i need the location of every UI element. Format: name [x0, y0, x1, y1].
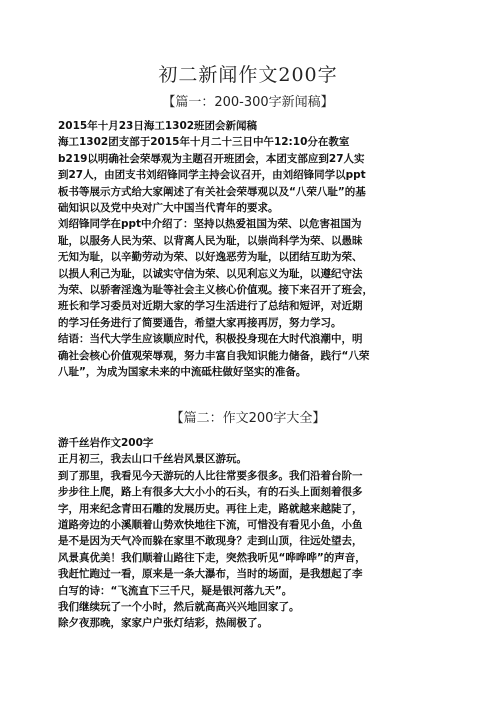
text-line: 板书等展示方式给大家阐述了有关社会荣辱观以及“八荣八耻”的基: [58, 185, 366, 198]
text-line: 正月初三，我去山口千丝岩风景区游玩。: [58, 453, 247, 466]
text-line: 的学习任务进行了简要通告，希望大家再接再厉，努力学习。: [58, 316, 342, 329]
text-line: 游千丝岩作文200字: [58, 437, 154, 449]
section-1-body: [58, 118, 478, 381]
text-line: 无知为耻，以辛勤劳动为荣、以好逸恶劳为耻，以团结互助为荣、: [58, 251, 363, 264]
text-line: 风景真优美！我们顺着山路往下走，突然我听见“哗哗哗”的声音，: [58, 551, 366, 564]
text-line: 道路旁边的小溪顺着山势欢快地往下流，可惜没有看见小鱼，小鱼: [58, 519, 363, 532]
text-line: 是不是因为天气冷而躲在家里不敢现身？走到山顶，往远处望去，: [58, 535, 363, 548]
text-line: 除夕夜那晚，家家户户张灯结彩，热闹极了。: [58, 617, 268, 630]
text-line: 八耻”，为成为国家未来的中流砥柱做好坚实的准备。: [58, 366, 307, 379]
text-line: 耻，以服务人民为荣、以背离人民为耻，以崇尚科学为荣、以愚昧: [58, 234, 363, 247]
section-heading-1: 【篇一：200-300字新闻稿】: [162, 95, 334, 110]
text-line: 班长和学习委员对近期大家的学习生活进行了总结和短评，对近期: [58, 300, 363, 313]
text-line: 我赶忙跑过一看，原来是一条大瀑布，当时的场面，是我想起了李: [58, 568, 363, 581]
text-line: 海工1302团支部于2015年十月二十三日中午12:10分在教室: [58, 136, 350, 149]
section-heading-2: 【篇二：作文200字大全】: [170, 411, 326, 426]
text-line: 到了那里，我看见今天游玩的人比往常要多很多。我们沿着台阶一: [58, 469, 363, 482]
text-line: 结语：当代大学生应该顺应时代，积极投身现在大时代浪潮中，明: [58, 333, 363, 346]
document-title: 初二新闻作文200字: [158, 64, 338, 86]
text-line: 确社会核心价值观荣辱观，努力丰富自我知识能力储备，践行“八荣: [58, 349, 370, 362]
text-line: 步步往上爬，路上有很多大大小小的石头，有的石头上面刻着很多: [58, 486, 363, 499]
text-line: 字，用来纪念青田石雕的发展历史。再往上走，路就越来越陡了，: [58, 502, 363, 515]
text-line: 础知识以及党中央对广大中国当代青年的要求。: [58, 202, 279, 215]
text-line: 刘绍锋同学在ppt中介绍了：坚持以热爱祖国为荣、以危害祖国为: [58, 218, 362, 231]
section-2-body: [58, 435, 478, 632]
text-line: 我们继续玩了一个小时，然后就高高兴兴地回家了。: [58, 601, 300, 614]
text-line: 到27人，由团支书刘绍锋同学主持会议召开，由刘绍锋同学以ppt: [58, 169, 366, 182]
text-line: 为荣、以骄奢淫逸为耻等社会主义核心价值观。接下来召开了班会，: [58, 284, 373, 297]
text-line: 白写的诗：“飞流直下三千尺，疑是银河落九天”。: [58, 584, 293, 597]
text-line: 2015年十月23日海工1302班团会新闻稿: [58, 120, 258, 132]
text-line: 以损人利己为耻，以诚实守信为荣、以见利忘义为耻，以遵纪守法: [58, 267, 363, 280]
text-line: b219以明确社会荣辱观为主题召开班团会，本团支部应到27人实: [58, 152, 365, 165]
